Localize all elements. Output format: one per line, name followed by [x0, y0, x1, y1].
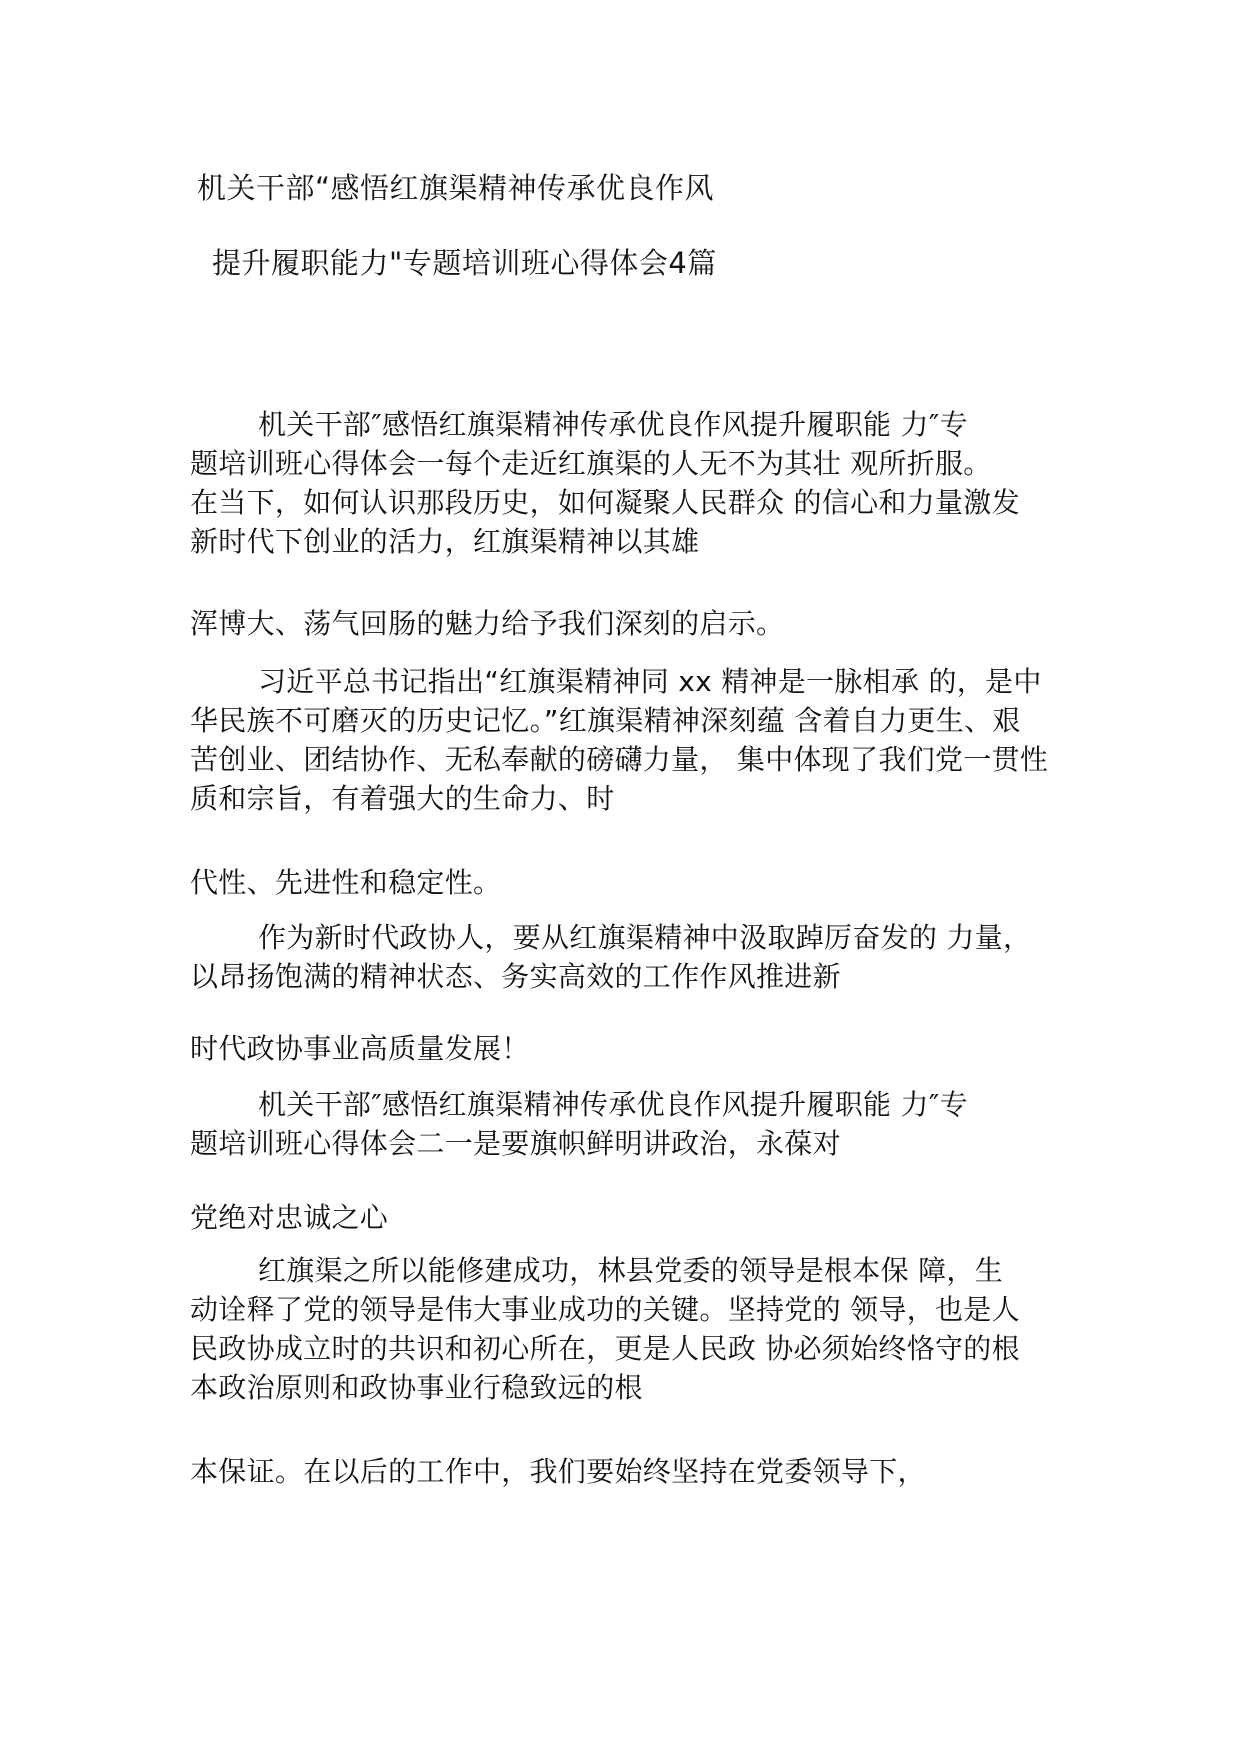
paragraph-2	[190, 604, 1070, 643]
paragraph-line: 本政治原则和政协事业行稳致远的根	[190, 1371, 643, 1404]
paragraph-line: 质和宗旨，有着强大的生命力、时	[190, 782, 615, 815]
paragraph-1	[190, 405, 1070, 561]
paragraph-line: 新时代下创业的活力，红旗渠精神以其雄	[190, 525, 700, 558]
paragraph-4	[190, 863, 1070, 902]
paragraph-line: 在当下，如何认识那段历史，如何凝聚人民群众 的信心和力量激发	[190, 486, 1020, 519]
document-title-line-1: 机关干部“感悟红旗渠精神传承优良作风	[197, 171, 715, 205]
paragraph-line: 华民族不可磨灭的历史记忆。”红旗渠精神深刻蕴 含着自力更生、艰	[190, 704, 1021, 737]
paragraph-line: 浑博大、荡气回肠的魅力给予我们深刻的启示。	[190, 607, 785, 640]
paragraph-line: 以昂扬饱满的精神状态、务实高效的工作作风推进新	[190, 960, 841, 993]
paragraph-line: 作为新时代政协人，要从红旗渠精神中汲取踔厉奋发的 力量，	[258, 921, 1032, 954]
document-title-line-2: 提升履职能力"专题培训班心得体会4篇	[212, 246, 717, 280]
paragraph-9	[190, 1251, 1070, 1407]
paragraph-line: 动诠释了党的领导是伟大事业成功的关键。坚持党的 领导，也是人	[190, 1293, 1020, 1326]
paragraph-line: 习近平总书记指出“红旗渠精神同 xx 精神是一脉相承 的，是中	[258, 665, 1042, 698]
paragraph-line: 民政协成立时的共识和初心所在，更是人民政 协必须始终恪守的根	[190, 1332, 1020, 1365]
paragraph-line: 本保证。在以后的工作中，我们要始终坚持在党委领导下，	[190, 1455, 926, 1488]
paragraph-line: 红旗渠之所以能修建成功，林县党委的领导是根本保 障，生	[258, 1254, 1004, 1287]
paragraph-line: 题培训班心得体会二一是要旗帜鲜明讲政治，永葆对	[190, 1127, 841, 1160]
paragraph-line: 题培训班心得体会一每个走近红旗渠的人无不为其壮 观所折服。	[190, 447, 992, 480]
paragraph-10	[190, 1452, 1070, 1491]
paragraph-line: 机关干部″感悟红旗渠精神传承优良作风提升履职能 力″专	[258, 1088, 968, 1121]
paragraph-line: 代性、先进性和稳定性。	[190, 866, 502, 899]
paragraph-5	[190, 918, 1070, 996]
paragraph-7	[190, 1085, 1070, 1163]
paragraph-3	[190, 662, 1070, 818]
paragraph-8	[190, 1198, 1070, 1237]
paragraph-line: 机关干部″感悟红旗渠精神传承优良作风提升履职能 力″专	[258, 408, 968, 441]
paragraph-line: 时代政协事业高质量发展！	[190, 1032, 530, 1065]
paragraph-line: 苦创业、团结协作、无私奉献的磅礴力量， 集中体现了我们党一贯性	[190, 743, 1049, 776]
paragraph-6	[190, 1029, 1070, 1068]
paragraph-line: 党绝对忠诚之心	[190, 1201, 389, 1234]
